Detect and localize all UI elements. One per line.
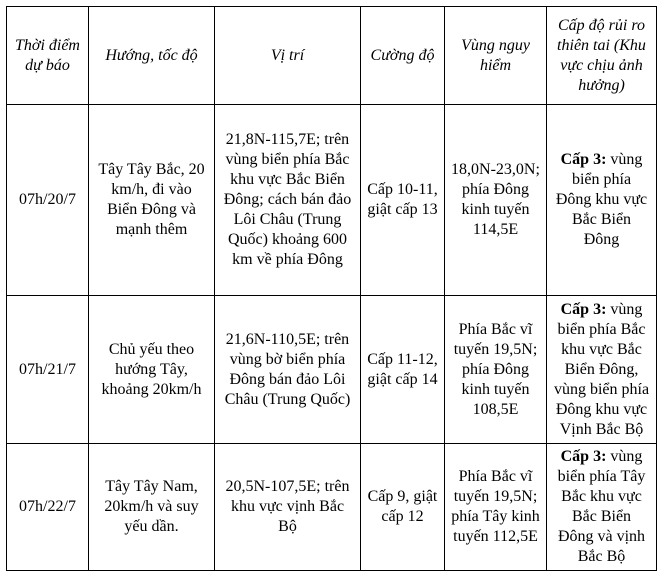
cell-direction: Tây Tây Bắc, 20 km/h, đi vào Biển Đông và mạnh thêm (89, 105, 215, 296)
risk-level-label: Cấp 3: (560, 300, 607, 318)
cell-position: 20,5N-107,5E; trên khu vực vịnh Bắc Bộ (215, 444, 361, 571)
cell-danger-zone: Phía Bắc vĩ tuyến 19,5N; phía Tây kinh tuyến 112,5E (445, 444, 547, 571)
cell-intensity: Cấp 11-12, giật cấp 14 (361, 296, 445, 444)
cell-intensity: Cấp 9, giật cấp 12 (361, 444, 445, 571)
risk-area-text: vùng biển phía Bắc khu vực Bắc Biển Đông, vùng biển phía Đông khu vực Vịnh Bắc Bộ (553, 300, 650, 438)
cell-intensity: Cấp 10-11, giật cấp 13 (361, 105, 445, 296)
header-forecast-time: Thời điểm dự báo (7, 7, 89, 105)
header-risk-level: Cấp độ rủi ro thiên tai (Khu vực chịu ảnh hưởng) (547, 7, 657, 105)
cell-time: 07h/21/7 (7, 296, 89, 444)
cell-direction: Tây Tây Nam, 20km/h và suy yếu dần. (89, 444, 215, 571)
header-intensity: Cường độ (361, 7, 445, 105)
cell-risk (547, 105, 657, 296)
header-danger-zone: Vùng nguy hiểm (445, 7, 547, 105)
cell-danger-zone: 18,0N-23,0N; phía Đông kinh tuyến 114,5E (445, 105, 547, 296)
cell-direction: Chủ yếu theo hướng Tây, khoảng 20km/h (89, 296, 215, 444)
table-row (7, 444, 657, 571)
cell-risk (547, 444, 657, 571)
cell-danger-zone: Phía Bắc vĩ tuyến 19,5N; phía Đông kinh tuyến 108,5E (445, 296, 547, 444)
header-position: Vị trí (215, 7, 361, 105)
table-row (7, 105, 657, 296)
cell-position: 21,8N-115,7E; trên vùng biển phía Bắc khu vực Bắc Biển Đông; cách bán đảo Lôi Châu (Trung Quốc) khoảng 600 km về phía Đông (215, 105, 361, 296)
risk-level-label: Cấp 3: (560, 151, 607, 168)
cell-position: 21,6N-110,5E; trên vùng bờ biển phía Đông bán đảo Lôi Châu (Trung Quốc) (215, 296, 361, 444)
table-row (7, 296, 657, 444)
cell-time: 07h/22/7 (7, 444, 89, 571)
risk-area-text: vùng biển phía Đông khu vực Bắc Biển Đông (555, 151, 648, 248)
header-direction-speed: Hướng, tốc độ (89, 7, 215, 105)
cell-risk (547, 296, 657, 444)
risk-level-label: Cấp 3: (560, 448, 607, 465)
risk-area-text: vùng biển phía Tây Bắc khu vực Bắc Biển Đông và vịnh Bắc Bộ (557, 448, 646, 565)
forecast-table (6, 6, 657, 571)
cell-time: 07h/20/7 (7, 105, 89, 296)
table-header-row (7, 7, 657, 105)
